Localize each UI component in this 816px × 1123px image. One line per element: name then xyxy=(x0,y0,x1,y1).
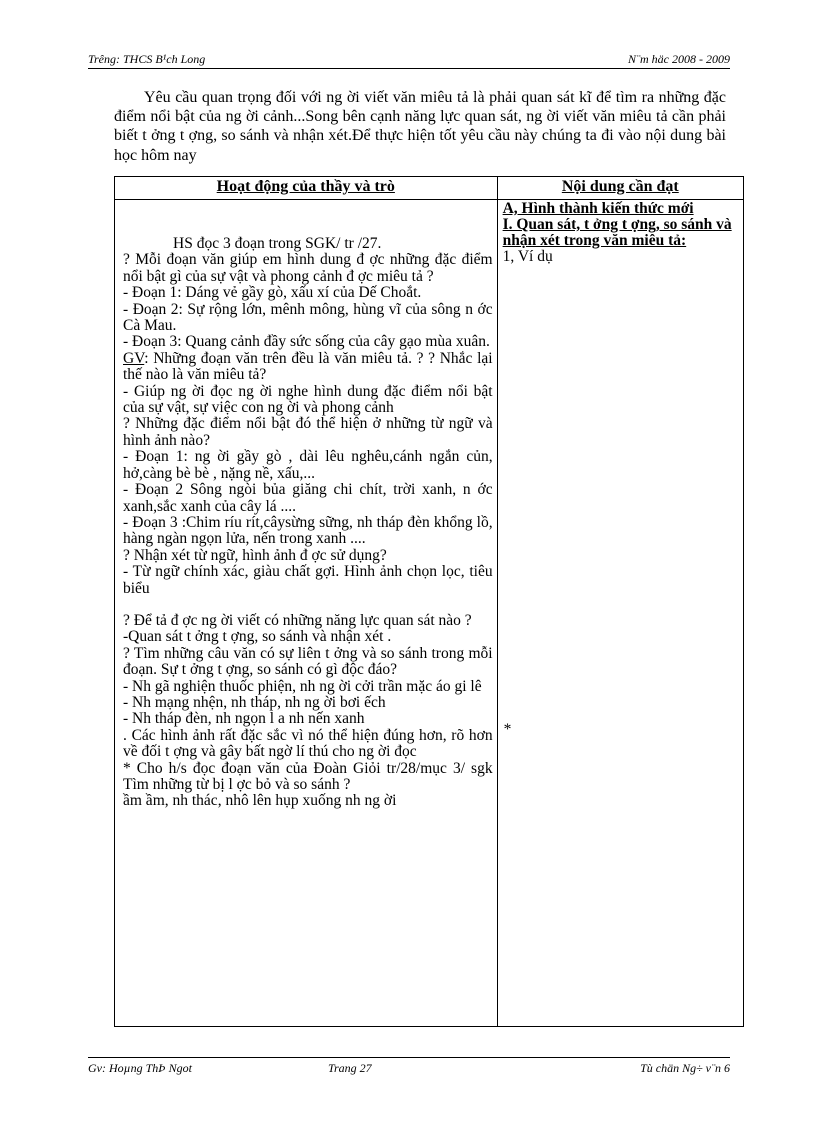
page-header xyxy=(88,52,730,69)
blank-line xyxy=(123,597,493,613)
activity-line: - Đoạn 3: Quang cảnh đầy sức sống của cây gạo mùa xuân. xyxy=(123,333,490,351)
activity-line: ? Những đặc điểm nổi bật đó thể hiện ở những từ ngữ và hình ảnh nào? xyxy=(123,415,493,449)
activity-line: - Đoạn 2 Sông ngòi bủa giăng chi chít, trời xanh, n ớc xanh,sắc xanh của cây lá .... xyxy=(123,481,493,515)
activity-line: . Các hình ảnh rất đặc sắc vì nó thể hiện đúng hơn, rõ hơn về đối t ợng và gây bất ngờ lí thú cho ng ời đọc xyxy=(123,726,493,761)
activity-line: - Đoạn 3 :Chim ríu rít,câysừng sững, nh tháp đèn khổng lồ, hàng ngàn ngọn lửa, nến trong xanh .... xyxy=(123,513,493,548)
activity-line: ? Tìm những câu văn có sự liên t ởng và so sánh trong mỗi đoạn. Sự t ởng t ợng, so sánh có gì độc đáo? xyxy=(123,644,493,679)
header-activities: Hoạt động của thầy và trò xyxy=(115,177,498,200)
section-heading: A, Hình thành kiến thức mới xyxy=(502,200,694,217)
activities-cell xyxy=(115,200,498,1027)
page-footer xyxy=(88,1057,730,1076)
activity-line: * Cho h/s đọc đoạn văn của Đoàn Giỏi tr/28/mục 3/ sgk Tìm những từ bị l ợc bỏ và so sánh ? xyxy=(123,759,493,793)
activity-line: HS đọc 3 đoạn trong SGK/ tr /27. xyxy=(173,235,382,252)
activity-line: ? Mỗi đoạn văn giúp em hình dung đ ợc những đặc điểm nổi bật gì của sự vật và phong cảnh đ ợc miêu tả ? xyxy=(123,251,493,285)
activity-line: -Quan sát t ởng t ợng, so sánh và nhận xét . xyxy=(123,628,392,646)
footer-teacher: Gv: Hoµng ThÞ Ngot xyxy=(88,1061,192,1075)
intro-paragraph xyxy=(114,88,726,165)
header-school-year: N¨m häc 2008 - 2009 xyxy=(628,52,730,66)
activity-line: - Nh tháp đèn, nh ngọn l a nh nến xanh xyxy=(123,710,365,728)
header-content: Nội dung cần đạt xyxy=(497,177,743,200)
activity-line: - Nh mạng nhện, nh tháp, nh ng ời bơi ếch xyxy=(123,693,386,711)
activity-line: - Từ ngữ chính xác, giàu chất gợi. Hình ảnh chọn lọc, tiêu biểu xyxy=(123,563,493,597)
activity-line: - Nh gã nghiện thuốc phiện, nh ng ời cởi trần mặc áo gi lê xyxy=(123,677,482,695)
footer-page-number: Trang 27 xyxy=(328,1061,372,1075)
table-body-row xyxy=(115,200,744,1027)
teacher-prefix: GV xyxy=(123,349,145,367)
activity-line: ? Nhận xét từ ngữ, hình ảnh đ ợc sử dụng? xyxy=(123,546,387,564)
activity-line: ầm ầm, nh thác, nhô lên hụp xuống nh ng ời xyxy=(123,792,397,810)
footer-subject: Tù chän Ng÷ v¨n 6 xyxy=(640,1061,730,1075)
activity-line-text: : Những đoạn văn trên đều là văn miêu tả. ? ? Nhắc lại thế nào là văn miêu tả? xyxy=(123,349,493,384)
activity-line xyxy=(123,351,493,384)
activity-line: - Đoạn 1: ng ời gầy gò , dài lêu nghêu,cánh ngắn củn, hở,càng bè bè , nặng nề, xấu,... xyxy=(123,448,493,482)
lesson-table xyxy=(114,176,744,1027)
intro-text: Yêu cầu quan trọng đối với ng ời viết văn miêu tả là phải quan sát kĩ để tìm ra những đặc điểm nổi bật của ng ời cảnh...Song bên cạnh năng lực quan sát, ng ời viết văn miêu tả cần phải biết t ởng t ợng, so sánh và nhận xét.Để thực hiện tốt yêu cầu này chúng ta đi vào nội dung bài học hôm nay xyxy=(114,89,726,164)
activity-line: - Đoạn 2: Sự rộng lớn, mênh mông, hùng vĩ của sông n ớc Cà Mau. xyxy=(123,300,493,335)
example-label: 1, Ví dụ xyxy=(502,248,553,265)
activities-text xyxy=(115,200,497,1026)
content-cell xyxy=(497,200,743,1027)
asterisk-marker: * xyxy=(503,721,512,738)
subsection-heading: I. Quan sát, t ởng t ợng, so sánh và nhận xét trong văn miêu tả: xyxy=(502,216,732,249)
activity-line: ? Để tả đ ợc ng ời viết có những năng lực quan sát nào ? xyxy=(123,611,472,629)
header-school: Trêng: THCS B¹ch Long xyxy=(88,52,206,66)
table-header-row xyxy=(115,177,744,200)
activity-line: - Giúp ng ời đọc ng ời nghe hình dung đặc điểm nổi bật của sự vật, sự việc con ng ời và phong cảnh xyxy=(123,382,493,417)
activity-line: - Đoạn 1: Dáng vẻ gầy gò, xấu xí của Dế Choắt. xyxy=(123,284,422,302)
